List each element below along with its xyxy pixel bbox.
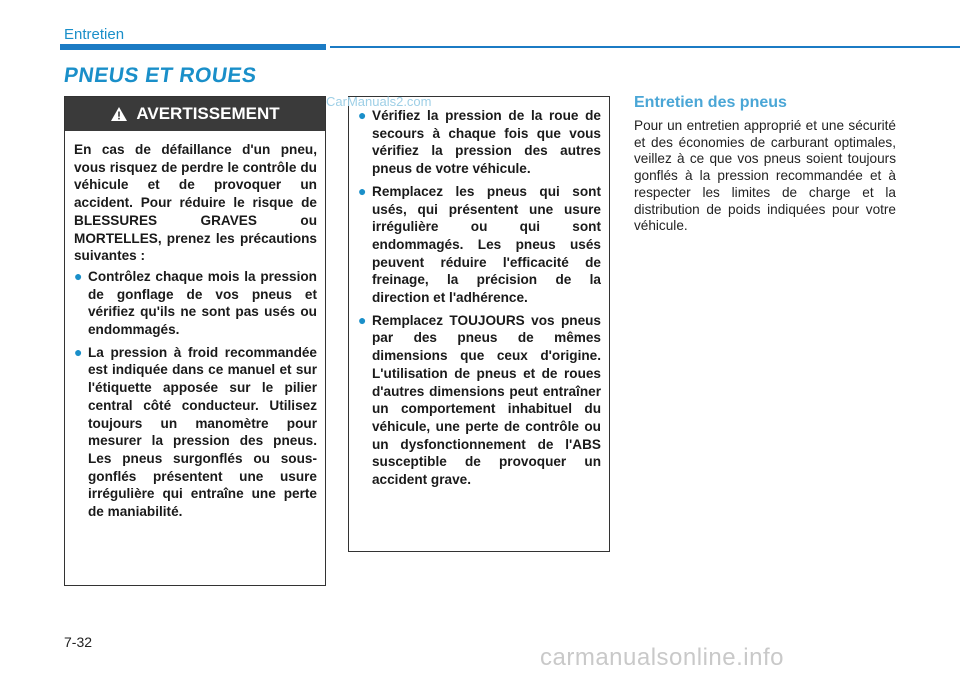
- bullet-icon: ●: [358, 107, 367, 123]
- warning-continued-box: [348, 96, 610, 552]
- bullet-icon: ●: [74, 267, 83, 284]
- bullet-icon: ●: [74, 343, 83, 360]
- list-item: ● Vérifiez la pression de la roue de secours à chaque fois que vous vérifiez la pression des autres pneus de votre véhicule.: [358, 107, 601, 177]
- warning-triangle-icon: [110, 106, 128, 122]
- watermark-top: CarManuals2.com: [326, 94, 432, 109]
- section-label: Entretien: [64, 26, 125, 43]
- page-title: PNEUS ET ROUES: [62, 64, 259, 87]
- list-item: ● Contrôlez chaque mois la pression de gonflage de vos pneus et vérifiez qu'ils ne sont pas usés ou endommagés.: [74, 267, 317, 338]
- subheading-tire-maintenance: Entretien des pneus: [634, 94, 787, 111]
- warning-box: [64, 96, 326, 586]
- warning-list: [74, 268, 317, 521]
- page-number: 7-32: [64, 634, 93, 650]
- header-rule-thin: [330, 46, 960, 48]
- warning-intro: En cas de défaillance d'un pneu, vous risquez de perdre le contrôle du véhicule et de provoquer un accident. Pour réduire le risque de BLESSURES GRAVES ou MORTELLES, prenez les précautions suivantes :: [74, 142, 317, 264]
- warning-header: [65, 97, 325, 131]
- list-item: ● Remplacez TOUJOURS vos pneus par des pneus de mêmes dimensions que ceux d'origine. L'utilisation de pneus et de roues d'autres dimensions peut entraîner un comportement inhabituel du véhicule, une perte de contrôle ou un dysfonctionnement de l'ABS susceptible de provoquer un accident grave.: [358, 311, 601, 488]
- watermark-bottom: carmanualsonline.info: [540, 644, 784, 671]
- continued-list: [358, 107, 601, 489]
- warning-title: AVERTISSEMENT: [136, 104, 280, 123]
- tire-maintenance-text: Pour un entretien approprié et une sécurité et des économies de carburant optimales, veillez à ce que vos pneus soient toujours gonflés à la pression recommandée et à respecter les limites de charge et la distribution de poids indiquées pour votre véhicule.: [634, 118, 896, 234]
- list-item: ● La pression à froid recommandée est indiquée dans ce manuel et sur l'étiquette apposée sur le pilier central côté conducteur. Utilisez toujours un manomètre pour mesurer la pression des pneus. Les pneus surgonflés ou sous-gonflés présentent une usure irrégulière qui entraîne une perte de maniabilité.: [74, 343, 317, 520]
- bullet-icon: ●: [358, 311, 367, 328]
- bullet-icon: ●: [358, 182, 367, 199]
- list-item: ● Remplacez les pneus qui sont usés, qui présentent une usure irrégulière ou qui sont endommagés. Les pneus usés peuvent réduire l'efficacité de freinage, la précision de la direction et l'adhérence.: [358, 182, 601, 306]
- header-rule-thick: [60, 44, 326, 50]
- warning-body: [65, 131, 325, 521]
